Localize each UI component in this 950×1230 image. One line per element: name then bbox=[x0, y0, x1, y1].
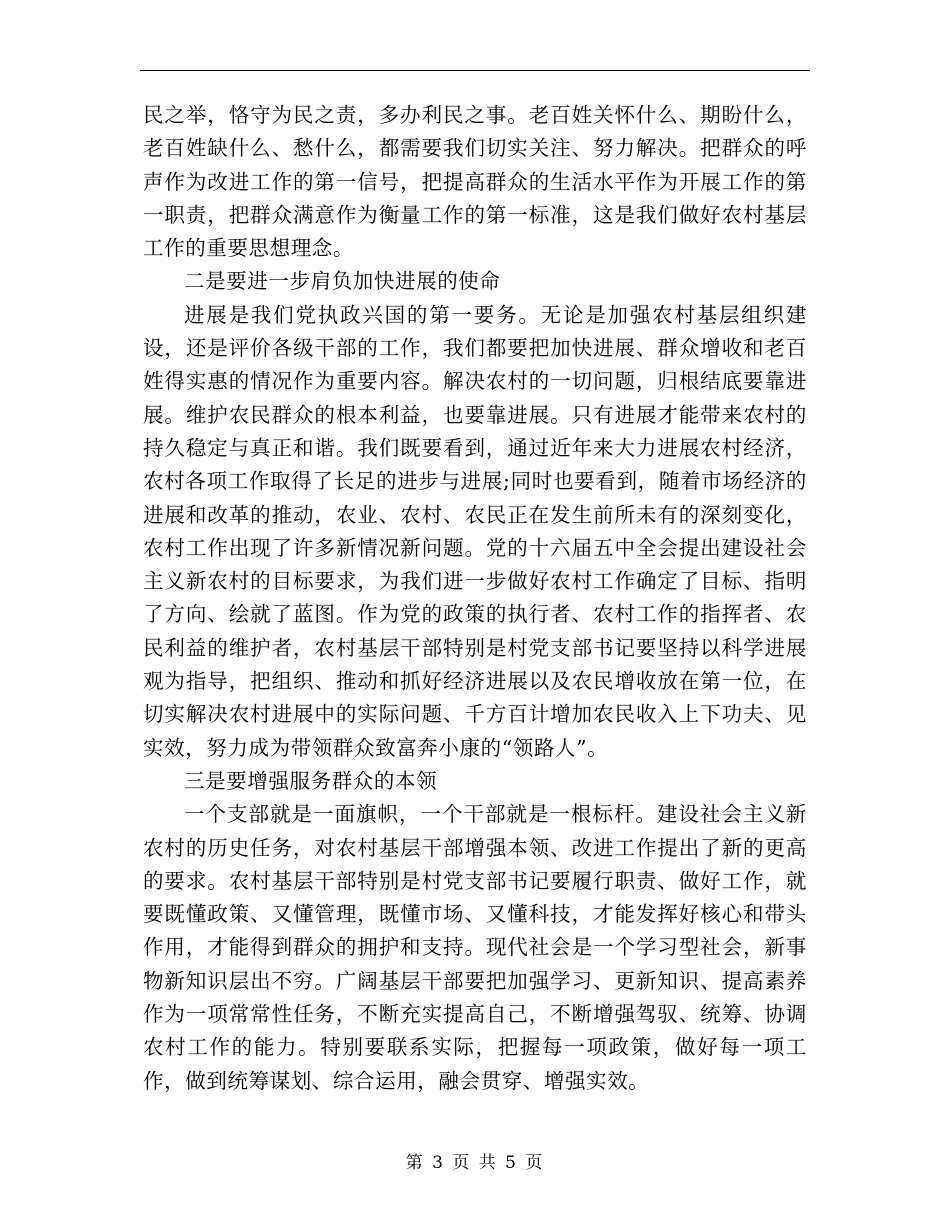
paragraph-service-ability: 一个支部就是一面旗帜，一个干部就是一根标杆。建设社会主义新农村的历史任务，对农村基层干部增强本领、改进工作提出了新的更高的要求。农村基层干部特别是村党支部书记要履行职责、做好工作，就要既懂政策、又懂管理，既懂市场、又懂科技，才能发挥好核心和带头作用，才能得到群众的拥护和支持。现代社会是一个学习型社会，新事物新知识层出不穷。广阔基层干部要把加强学习、更新知识、提高素养作为一项常常性任务，不断充实提高自己，不断增强驾驭、统筹、协调农村工作的能力。特别要联系实际，把握每一项政策，做好每一项工作，做到统筹谋划、综合运用，融会贯穿、增强实效。 bbox=[143, 802, 807, 1093]
paragraph-continuation: 民之举，恪守为民之责，多办利民之事。老百姓关怀什么、期盼什么，老百姓缺什么、愁什么，都需要我们切实关注、努力解决。把群众的呼声作为改进工作的第一信号，把提高群众的生活水平作为开展工作的第一职责，把群众满意作为衡量工作的第一标准，这是我们做好农村基层工作的重要思想理念。 bbox=[143, 103, 807, 261]
header-rule bbox=[140, 70, 810, 71]
section-heading-2: 二是要进一步肩负加快进展的使命 bbox=[184, 269, 501, 294]
document-body bbox=[143, 99, 807, 1098]
paragraph-development: 进展是我们党执政兴国的第一要务。无论是加强农村基层组织建设，还是评价各级干部的工作，我们都要把加快进展、群众增收和老百姓得实惠的情况作为重要内容。解决农村的一切问题，归根结底要靠进展。维护农民群众的根本利益，也要靠进展。只有进展才能带来农村的持久稳定与真正和谐。我们既要看到，通过近年来大力进展农村经济，农村各项工作取得了长足的进步与进展;同时也要看到，随着市场经济的进展和改革的推动，农业、农村、农民正在发生前所未有的深刻变化，农村工作出现了许多新情况新问题。党的十六届五中全会提出建设社会主义新农村的目标要求，为我们进一步做好农村工作确定了目标、指明了方向、绘就了蓝图。作为党的政策的执行者、农村工作的指挥者、农民利益的维护者，农村基层干部特别是村党支部书记要坚持以科学进展观为指导，把组织、推动和抓好经济进展以及农民增收放在第一位，在切实解决农村进展中的实际问题、千方百计增加农民收入上下功夫、见实效，努力成为带领群众致富奔小康的“领路人”。 bbox=[143, 302, 807, 760]
section-heading-3: 三是要增强服务群众的本领 bbox=[184, 768, 438, 793]
page-number-footer: 第 3 页 共 5 页 bbox=[405, 1153, 545, 1173]
